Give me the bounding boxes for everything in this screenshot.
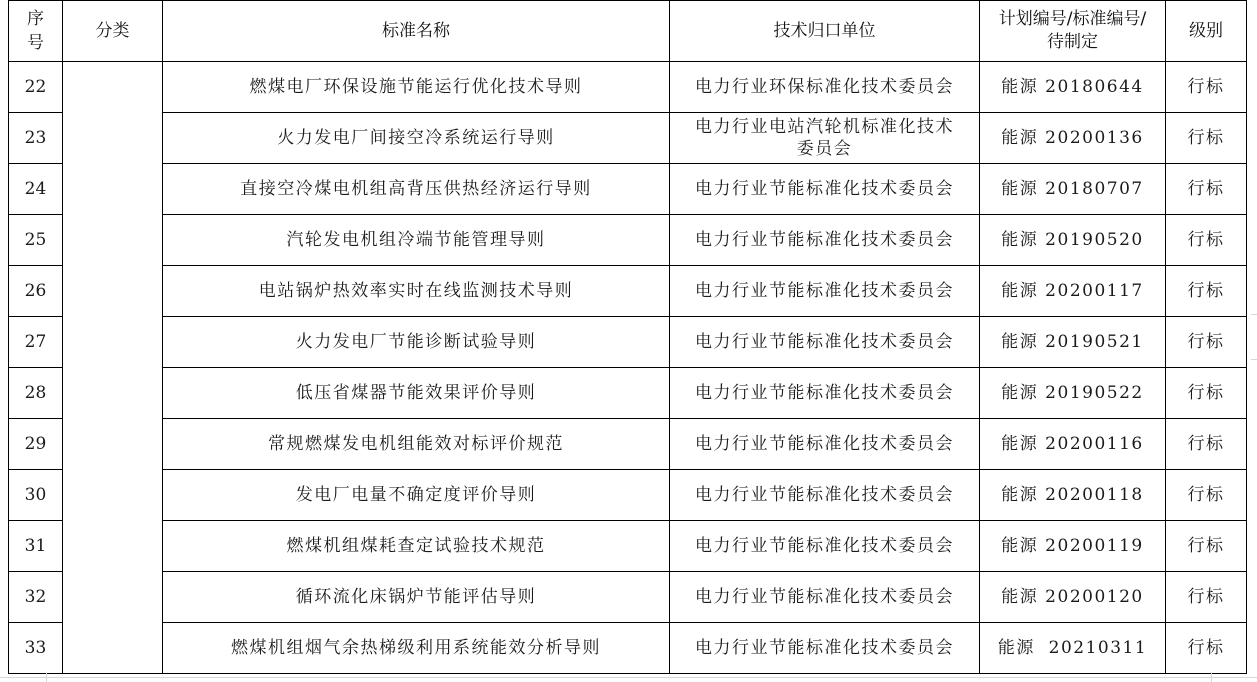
table-row bbox=[9, 368, 1247, 419]
row-seq: 25 bbox=[9, 215, 63, 266]
row-unit: 电力行业节能标准化技术委员会 bbox=[670, 521, 980, 572]
row-plan: 能源 20210311 bbox=[980, 623, 1166, 674]
header-level: 级别 bbox=[1166, 1, 1247, 62]
table-row bbox=[9, 572, 1247, 623]
row-unit: 电力行业节能标准化技术委员会 bbox=[670, 470, 980, 521]
row-name: 燃煤电厂环保设施节能运行优化技术导则 bbox=[163, 62, 670, 113]
row-plan: 能源 20200136 bbox=[980, 113, 1166, 164]
row-unit: 电力行业环保标准化技术委员会 bbox=[670, 62, 980, 113]
row-unit: 电力行业节能标准化技术委员会 bbox=[670, 164, 980, 215]
row-unit: 电力行业节能标准化技术委员会 bbox=[670, 623, 980, 674]
row-level: 行标 bbox=[1166, 521, 1247, 572]
category-cell bbox=[63, 62, 163, 674]
row-unit: 电力行业节能标准化技术委员会 bbox=[670, 368, 980, 419]
row-level: 行标 bbox=[1166, 368, 1247, 419]
row-seq: 32 bbox=[9, 572, 63, 623]
row-seq: 24 bbox=[9, 164, 63, 215]
row-level: 行标 bbox=[1166, 572, 1247, 623]
row-name: 汽轮发电机组冷端节能管理导则 bbox=[163, 215, 670, 266]
row-level: 行标 bbox=[1166, 266, 1247, 317]
table-row bbox=[9, 164, 1247, 215]
table-row bbox=[9, 317, 1247, 368]
row-unit: 电力行业节能标准化技术委员会 bbox=[670, 317, 980, 368]
table-row bbox=[9, 62, 1247, 113]
table-row bbox=[9, 470, 1247, 521]
row-name: 低压省煤器节能效果评价导则 bbox=[163, 368, 670, 419]
row-plan: 能源 20200118 bbox=[980, 470, 1166, 521]
row-unit: 电力行业节能标准化技术委员会 bbox=[670, 419, 980, 470]
row-seq: 30 bbox=[9, 470, 63, 521]
row-name: 常规燃煤发电机组能效对标评价规范 bbox=[163, 419, 670, 470]
row-level: 行标 bbox=[1166, 623, 1247, 674]
row-seq: 31 bbox=[9, 521, 63, 572]
row-unit: 电力行业节能标准化技术委员会 bbox=[670, 215, 980, 266]
page-bottom-divider bbox=[0, 677, 1257, 678]
row-unit: 电力行业节能标准化技术委员会 bbox=[670, 572, 980, 623]
table-row bbox=[9, 419, 1247, 470]
row-name: 火力发电厂节能诊断试验导则 bbox=[163, 317, 670, 368]
row-seq: 23 bbox=[9, 113, 63, 164]
row-name: 循环流化床锅炉节能评估导则 bbox=[163, 572, 670, 623]
row-seq: 22 bbox=[9, 62, 63, 113]
table-row bbox=[9, 215, 1247, 266]
row-name: 电站锅炉热效率实时在线监测技术导则 bbox=[163, 266, 670, 317]
row-level: 行标 bbox=[1166, 419, 1247, 470]
row-name: 发电厂电量不确定度评价导则 bbox=[163, 470, 670, 521]
row-seq: 33 bbox=[9, 623, 63, 674]
row-level: 行标 bbox=[1166, 470, 1247, 521]
row-plan: 能源 20200119 bbox=[980, 521, 1166, 572]
row-plan: 能源 20200117 bbox=[980, 266, 1166, 317]
row-level: 行标 bbox=[1166, 164, 1247, 215]
header-unit: 技术归口单位 bbox=[670, 1, 980, 62]
row-seq: 28 bbox=[9, 368, 63, 419]
standards-table bbox=[8, 0, 1247, 674]
row-name: 燃煤机组烟气余热梯级利用系统能效分析导则 bbox=[163, 623, 670, 674]
row-seq: 29 bbox=[9, 419, 63, 470]
row-plan: 能源 20180644 bbox=[980, 62, 1166, 113]
header-seq: 序号 bbox=[9, 1, 63, 62]
row-name: 直接空冷煤电机组高背压供热经济运行导则 bbox=[163, 164, 670, 215]
page-margin-tick-right bbox=[1211, 672, 1212, 682]
header-name: 标准名称 bbox=[163, 1, 670, 62]
row-plan: 能源 20190521 bbox=[980, 317, 1166, 368]
row-unit: 电力行业电站汽轮机标准化技术委员会 bbox=[670, 113, 980, 164]
table-row bbox=[9, 113, 1247, 164]
row-plan: 能源 20200120 bbox=[980, 572, 1166, 623]
row-plan: 能源 20190522 bbox=[980, 368, 1166, 419]
header-row bbox=[9, 1, 1247, 62]
row-level: 行标 bbox=[1166, 215, 1247, 266]
row-plan: 能源 20190520 bbox=[980, 215, 1166, 266]
row-unit: 电力行业节能标准化技术委员会 bbox=[670, 266, 980, 317]
row-seq: 27 bbox=[9, 317, 63, 368]
table-row bbox=[9, 521, 1247, 572]
row-plan: 能源 20200116 bbox=[980, 419, 1166, 470]
page-margin-tick-left bbox=[46, 672, 47, 682]
row-level: 行标 bbox=[1166, 317, 1247, 368]
row-level: 行标 bbox=[1166, 113, 1247, 164]
row-name: 燃煤机组煤耗查定试验技术规范 bbox=[163, 521, 670, 572]
page-margin-tick-side bbox=[1251, 314, 1257, 360]
row-level: 行标 bbox=[1166, 62, 1247, 113]
row-name: 火力发电厂间接空冷系统运行导则 bbox=[163, 113, 670, 164]
table-row bbox=[9, 266, 1247, 317]
header-plan: 计划编号/标准编号/待制定 bbox=[980, 1, 1166, 62]
table-row bbox=[9, 623, 1247, 674]
row-seq: 26 bbox=[9, 266, 63, 317]
row-plan: 能源 20180707 bbox=[980, 164, 1166, 215]
header-category: 分类 bbox=[63, 1, 163, 62]
